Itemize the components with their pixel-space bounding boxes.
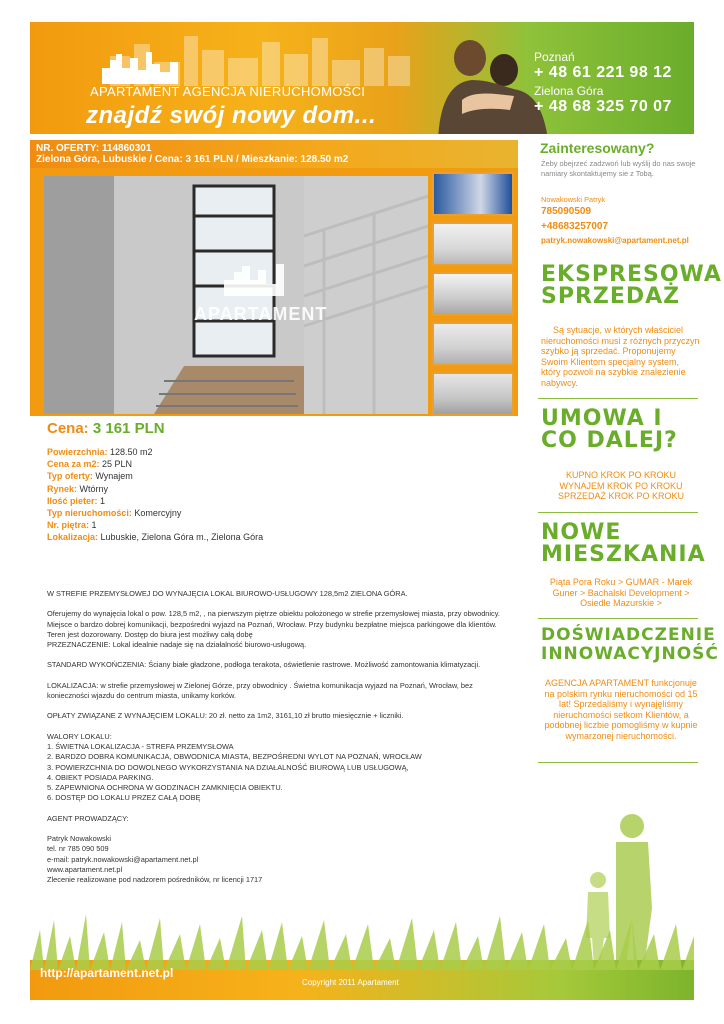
price-line [47,420,165,437]
detail-value: 25 PLN [99,459,133,470]
couple-photo [422,30,552,134]
stairwell-photo [44,176,428,414]
description-line: Oferujemy do wynajęcia lokal o pow. 128,5 m2, , na pierwszym piętrze obiektu położonego w strefie przemysłowej miasta, przy obwodnicy. Miejsce o bardzo dobrej komunikacji, bezpośredni wyjazd na Poznań, Wrocław. Przy budynku bezpłatne miejsca parkingowe dla klientów. Teren jest dozorowany. Dostęp do biura jest możliwy całą dobę [47,609,503,639]
city-label-zielona-gora: Zielona Góra [534,84,604,98]
slogan: znajdź swój nowy dom... [86,102,377,129]
detail-value: Wtórny [77,483,109,494]
detail-key: Typ oferty: [47,471,93,482]
description-line: AGENT PROWADZĄCY: [47,813,129,823]
description-spacer [47,804,517,814]
description-line: OPŁATY ZWIĄZANE Z WYNAJĘCIEM LOKALU: 20 zł. netto za 1m2, 3161,10 zł brutto miesięcznie + liczniki. [47,711,404,721]
detail-key: Nr. piętra: [47,520,90,531]
description-line: STANDARD WYKOŃCZENIA: Ściany białe gładzone, podłoga terakota, oświetlenie rastrowe. Możliwość zamontowania klimatyzacji. [47,660,481,670]
description-line: e-mail: patryk.nowakowski@apartament.net.pl [47,854,199,864]
link-wynajem[interactable]: WYNAJEM KROK PO KROKU [559,480,683,491]
promo-express-sale-text: Są sytuacje, w których właściciel nieruchomości musi z różnych przyczyn szybko ją sprzedać. Proponujemy Swoim Klientom specjalny system, który pozwoli na szybkie znalezienie nabywcy. [541,325,700,388]
description-line: 6. DOSTĘP DO LOKALU PRZEZ CAŁĄ DOBĘ [47,793,201,803]
footer-copyright: Copyright 2011 Apartament [302,978,399,987]
thumbnail-3[interactable] [432,272,514,316]
detail-value: 128.50 m2 [107,447,153,457]
detail-value: 1 [97,495,106,506]
detail-row [47,495,263,507]
brand-name: APARTAMENT AGENCJA NIERUCHOMOŚCI [90,84,366,99]
agent-email-link[interactable]: patryk.nowakowski@apartament.net.pl [541,236,689,245]
main-photo[interactable] [44,176,428,414]
link-sprzedaz[interactable]: SPRZEDAŻ KROK PO KROKU [557,491,685,501]
divider [538,762,698,763]
detail-row [47,458,263,470]
details-list [47,446,263,544]
promo-contract-heading[interactable]: UMOWA I CO DALEJ? [541,406,678,453]
description-line: WALORY LOKALU: [47,731,112,741]
detail-row [47,531,263,543]
detail-key: Powierzchnia: [47,447,108,457]
description-line: 3. POWIERZCHNIA DO DOWOLNEGO WYKORZYSTANIA NA DZIAŁALNOŚĆ BIUROWĄ LUB USŁUGOWĄ, [47,762,409,772]
promo-new-flats-text[interactable]: Piąta Pora Roku > GUMAR - Marek Guner > Bachalski Development > Osiedle Mazurskie > [549,577,693,608]
description-line: 2. BARDZO DOBRA KOMUNIKACJA, OBWODNICA MIASTA, BEZPOŚREDNI WYLOT NA POZNAŃ, WROCŁAW [47,752,422,762]
description-line: 1. ŚWIETNA LOKALIZACJA - STREFA PRZEMYSŁOWA [47,741,234,751]
divider [538,398,698,399]
link-kupno[interactable]: KUPNO KROK PO KROKU [565,470,677,480]
promo-experience-heading[interactable]: DOŚWIADCZENIE INNOWACYJNOŚĆ [541,625,719,664]
price-label: Cena: [47,420,89,437]
divider [538,512,698,513]
contact-title: Zainteresowany? [540,140,655,156]
detail-key: Ilość pieter: [47,495,98,506]
footer-website-link[interactable]: http://apartament.net.pl [40,966,174,980]
detail-key: Typ nieruchomości: [47,508,132,519]
agent-phone-2[interactable]: +48683257007 [541,221,609,232]
detail-value: Lubuskie, Zielona Góra m., Zielona Góra [98,532,264,543]
detail-value: 1 [89,520,97,531]
description-spacer [47,701,517,711]
description-spacer [47,671,517,681]
offer-summary: Zielona Góra, Lubuskie / Cena: 3 161 PLN / Mieszkanie: 128.50 m2 [36,154,349,165]
header-banner [30,22,694,134]
price-value: 3 161 PLN [92,420,165,437]
promo-express-sale-heading[interactable]: EKSPRESOWA SPRZEDAŻ [541,262,722,309]
detail-key: Rynek: [47,483,78,494]
description-line: Zlecenie realizowane pod nadzorem pośredników, nr licencji 1717 [47,875,263,885]
description-line: PRZEZNACZENIE: Lokal idealnie nadaje się na działalność biurowo-usługową. [47,640,307,650]
thumbnail-4[interactable] [432,322,514,366]
offer-info-strip [30,140,518,168]
detail-row [47,519,263,531]
city-label-poznan: Poznań [534,50,575,64]
contact-intro: Żeby obejrzeć zadzwoń lub wyślij do nas swoje namiary skontaktujemy sie z Tobą. [541,159,696,178]
description-line: www.apartament.net.pl [47,864,123,874]
phone-zielona-gora[interactable]: + 48 68 325 70 07 [534,98,672,115]
promo-experience-text: AGENCJA APARTAMENT funkcjonuje na polskim rynku nieruchomości od 15 lat! Sprzedaliśmy i wynajęliśmy nieruchomości setkom Klientów, a podobnej liczbie pomogliśmy w kupnie wymarzonej nieruchomości. [544,678,698,741]
description-spacer [47,722,517,732]
thumbnail-1[interactable] [432,172,514,216]
description-line: 4. OBIEKT POSIADA PARKING. [47,772,154,782]
description-line: 5. ZAPEWNIONA OCHRONA W GODZINACH ZAMKNIĘCIA OBIEKTU. [47,783,283,793]
photo-watermark: APARTAMENT [194,304,328,324]
agent-name: Nowakowski Patryk [541,195,606,204]
thumbnail-2[interactable] [432,222,514,266]
description-line: Patryk Nowakowski [47,834,112,844]
grass-graphic [30,900,694,970]
promo-contract-links [541,470,701,502]
description-line: tel. nr 785 090 509 [47,844,109,854]
photo-gallery [30,168,518,416]
description-spacer [47,599,517,609]
detail-value: Wynajem [92,471,133,482]
description-spacer [47,650,517,660]
detail-row [47,507,263,519]
description-line: LOKALIZACJA: w strefie przemysłowej w Zielonej Górze, przy obwodnicy . Świetna komunikacja wyjazd na Poznań, Wrocław, bez konieczności wjazdu do centrum miasta, unikamy korków. [47,680,475,701]
divider [538,618,698,619]
detail-row [47,470,263,482]
offer-description [47,589,517,886]
promo-new-flats-heading[interactable]: NOWE MIESZKANIA [541,520,706,567]
description-spacer [47,824,517,834]
offer-number: NR. OFERTY: 114860301 [36,143,152,154]
detail-row [47,446,263,458]
detail-row [47,483,263,495]
detail-key: Cena za m2: [47,459,100,470]
detail-key: Lokalizacja: [47,532,99,543]
apartament-logo-icon [100,50,190,84]
thumbnail-5[interactable] [432,372,514,416]
description-line: W STREFIE PRZEMYSŁOWEJ DO WYNAJĘCIA LOKAL BIUROWO-USŁUGOWY 128,5m2 ZIELONA GÓRA. [47,589,408,598]
detail-value: Komercyjny [131,508,182,519]
agent-phone-1[interactable]: 785090509 [541,206,592,217]
phone-poznan[interactable]: + 48 61 221 98 12 [534,64,672,81]
